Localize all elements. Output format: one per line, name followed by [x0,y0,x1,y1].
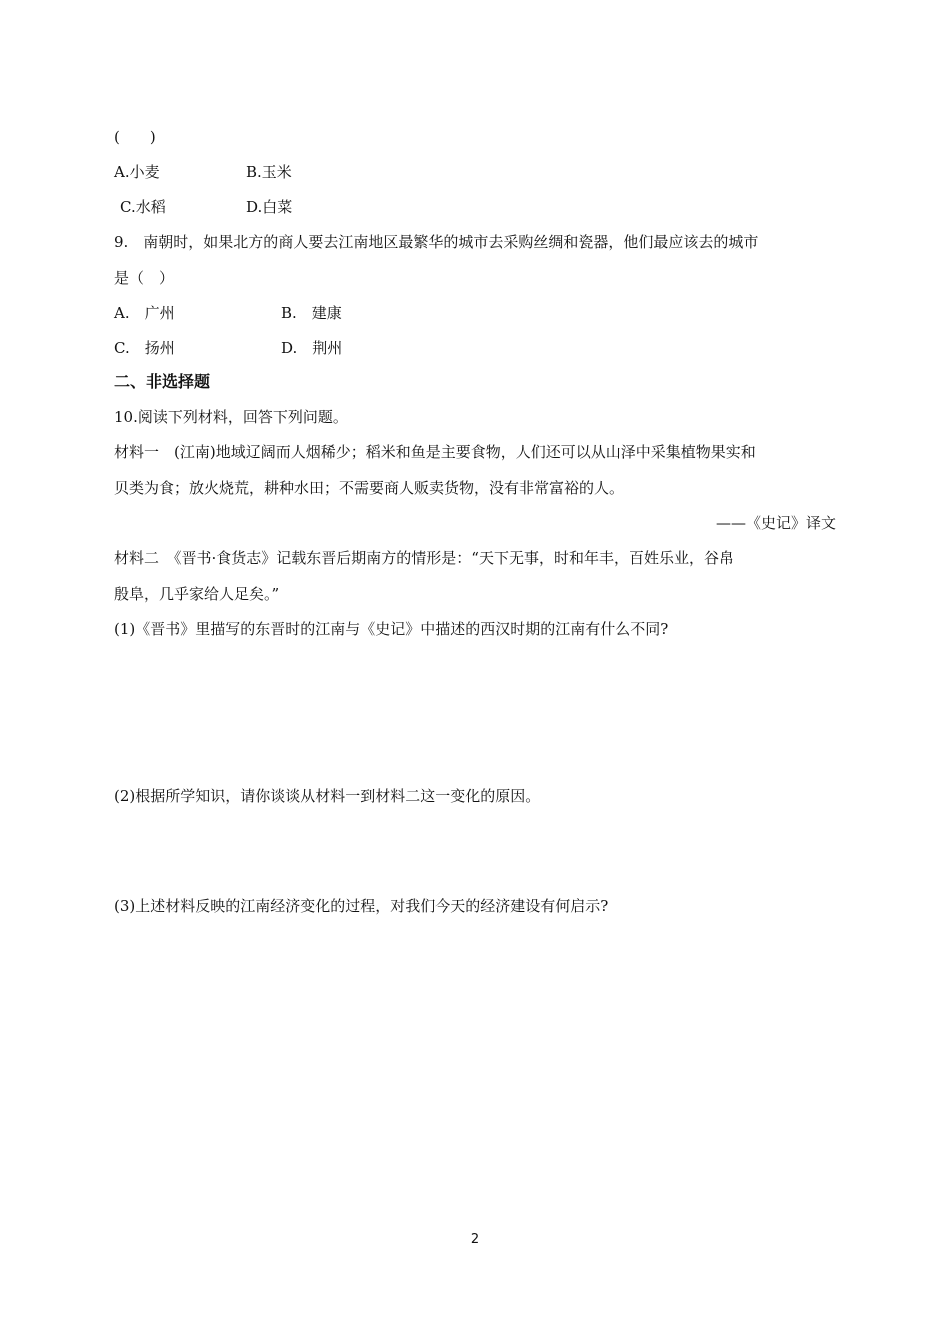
q9-option-a: A. 广州 [114,304,175,322]
q9-option-d: D. 荆州 [281,339,343,357]
q9-question-line2: 是（ ） [114,269,175,287]
material2-line1: 材料二 《晋书·食货志》记载东晋后期南方的情形是：“天下无事，时和年丰，百姓乐业，谷帛 [114,549,734,567]
material2-line2: 殷阜，几乎家给人足矣。” [114,585,280,603]
q9-option-c: C. 扬州 [114,339,175,357]
q8-option-b: B.玉米 [246,163,292,181]
page-number: 2 [470,1232,480,1247]
material1-source: ——《史记》译文 [715,514,836,532]
sub-question-1: (1)《晋书》里描写的东晋时的江南与《史记》中描述的西汉时期的江南有什么不同? [114,620,669,638]
material1-line1: 材料一 (江南)地域辽阔而人烟稀少；稻米和鱼是主要食物，人们还可以从山泽中采集植物果实和 [114,443,756,461]
q8-answer-bracket: ( ) [114,128,156,146]
q9-question-line1: 9. 南朝时，如果北方的商人要去江南地区最繁华的城市去采购丝绸和瓷器，他们最应该去的城市 [114,233,759,251]
q8-option-d: D.白菜 [246,198,293,216]
sub-question-2: (2)根据所学知识，请你谈谈从材料一到材料二这一变化的原因。 [114,787,541,805]
material1-line2: 贝类为食；放火烧荒，耕种水田；不需要商人贩卖货物，没有非常富裕的人。 [114,479,625,497]
q8-option-c: C.水稻 [120,198,166,216]
sub-question-3: (3)上述材料反映的江南经济变化的过程，对我们今天的经济建设有何启示? [114,897,609,915]
section-heading: 二、非选择题 [114,372,211,391]
q8-option-a: A.小麦 [114,163,160,181]
q9-option-b: B. 建康 [281,304,342,322]
q10-intro: 10.阅读下列材料，回答下列问题。 [114,408,348,426]
